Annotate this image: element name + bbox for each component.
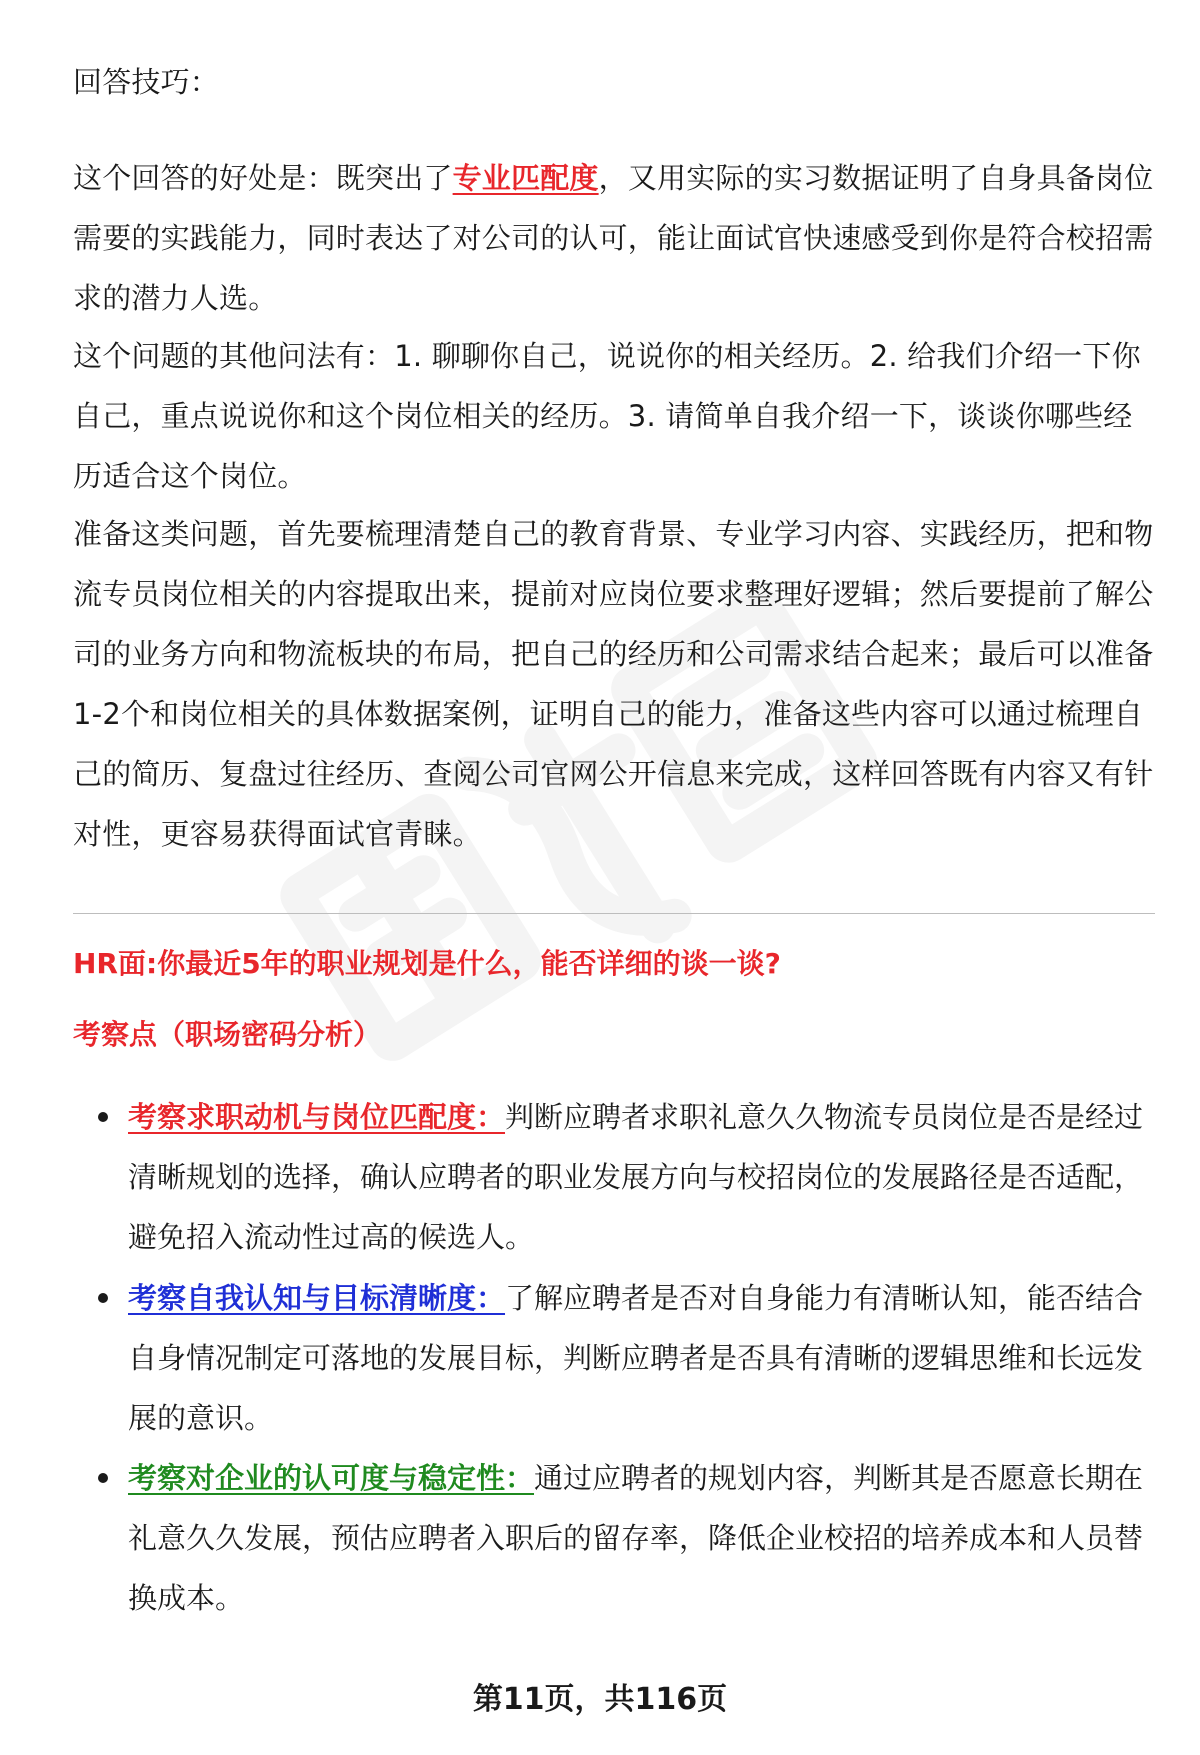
paragraph-answer-benefit-before: 这个回答的好处是：既突出了 (73, 161, 453, 195)
bullet-item-stability (128, 1448, 1155, 1628)
bullet-dot (98, 1293, 108, 1303)
section-divider (73, 913, 1155, 914)
bullet-dot (98, 1112, 108, 1122)
bullet-text-motivation: 判断应聘者求职礼意久久物流专员岗位是否是经过清晰规划的选择，确认应聘者的职业发展方向与校招岗位的发展路径是否适配，避免招入流动性过高的候选人。 (128, 1100, 1144, 1254)
paragraph-answer-benefit (73, 148, 1155, 328)
bullet-lead-self-awareness: 考察自我认知与目标清晰度： (128, 1281, 506, 1315)
bullet-item-self-awareness (128, 1268, 1155, 1448)
highlight-professional-match: 专业匹配度 (452, 161, 599, 195)
answer-tips-label: 回答技巧： (73, 65, 220, 99)
bullet-dot (98, 1473, 108, 1483)
bullet-text-stability: 通过应聘者的规划内容，判断其是否愿意长期在礼意久久发展，预估应聘者入职后的留存率，降低企业校招的培养成本和人员替换成本。 (128, 1461, 1144, 1615)
bullet-lead-motivation: 考察求职动机与岗位匹配度： (128, 1100, 506, 1134)
question-title: HR面:你最近5年的职业规划是什么，能否详细的谈一谈? (73, 947, 781, 980)
paragraph-preparation: 准备这类问题，首先要梳理清楚自己的教育背景、专业学习内容、实践经历，把和物流专员岗位相关的内容提取出来，提前对应岗位要求整理好逻辑；然后要提前了解公司的业务方向和物流板块的布局，把自己的经历和公司需求结合起来；最后可以准备1-2个和岗位相关的具体数据案例，证明自己的能力，准备这些内容可以通过梳理自己的简历、复盘过往经历、查阅公司官网公开信息来完成，这样回答既有内容又有针对性，更容易获得面试官青睐。 (73, 517, 1154, 851)
bullet-text-self-awareness: 了解应聘者是否对自身能力有清晰认知，能否结合自身情况制定可落地的发展目标，判断应聘者是否具有清晰的逻辑思维和长远发展的意识。 (128, 1281, 1144, 1435)
section-title: 考察点（职场密码分析） (73, 1018, 382, 1051)
bullet-lead-stability: 考察对企业的认可度与稳定性： (128, 1461, 535, 1495)
page-number-footer: 第11页，共116页 (472, 1682, 728, 1717)
paragraph-other-phrasings: 这个问题的其他问法有：1. 聊聊你自己，说说你的相关经历。2. 给我们介绍一下你自己，重点说说你和这个岗位相关的经历。3. 请简单自我介绍一下，谈谈你哪些经历适合这个岗位。 (73, 339, 1141, 493)
bullet-item-motivation (128, 1087, 1155, 1267)
paragraph-answer-benefit-after: ，又用实际的实习数据证明了自身具备岗位需要的实践能力，同时表达了对公司的认可，能让面试官快速感受到你是符合校招需求的潜力人选。 (73, 161, 1154, 315)
